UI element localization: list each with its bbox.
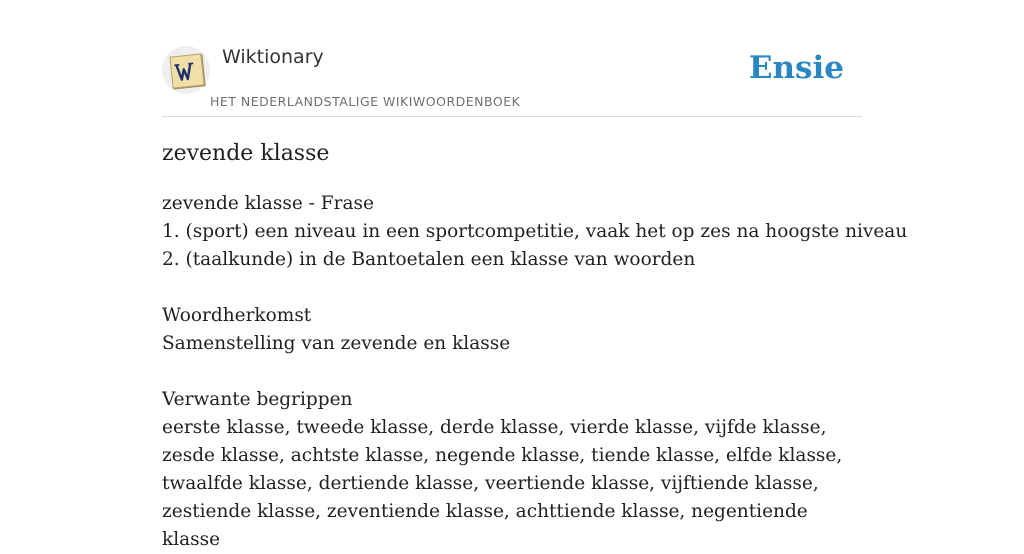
- related-heading: Verwante begrippen: [162, 389, 353, 410]
- w-letter-icon: [171, 55, 204, 88]
- page-title: zevende klasse: [162, 141, 330, 166]
- site-name[interactable]: Wiktionary: [222, 46, 324, 68]
- etymology-heading: Woordherkomst: [162, 305, 312, 326]
- definition-2: 2. (taalkunde) in de Bantoetalen een klasse van woorden: [162, 249, 696, 270]
- etymology-text: Samenstelling van zevende en klasse: [162, 333, 511, 354]
- wiktionary-logo-icon[interactable]: [162, 46, 210, 94]
- ensie-brand-link[interactable]: Ensie: [748, 50, 844, 86]
- spacer: [162, 274, 862, 302]
- related-terms: eerste klasse, tweede klasse, derde klasse, vierde klasse, vijfde klasse, zesde klasse, achtste klasse, negende klasse, tiende klasse, elfde klasse, twaalfde klasse, dertiende klasse, veertiende klasse, vijftiende klasse, zestiende klasse, zeventiende klasse, achttiende klasse, negentiende klasse: [162, 417, 843, 550]
- spacer: [162, 358, 862, 386]
- entry-type-line: zevende klasse - Frase: [162, 193, 374, 214]
- logo-tile: [169, 53, 204, 88]
- definition-1: 1. (sport) een niveau in een sportcompetitie, vaak het op zes na hoogste niveau: [162, 221, 908, 242]
- site-header: [162, 40, 862, 117]
- site-tagline: HET NEDERLANDSTALIGE WIKIWOORDENBOEK: [210, 94, 521, 109]
- entry-content: [162, 138, 908, 554]
